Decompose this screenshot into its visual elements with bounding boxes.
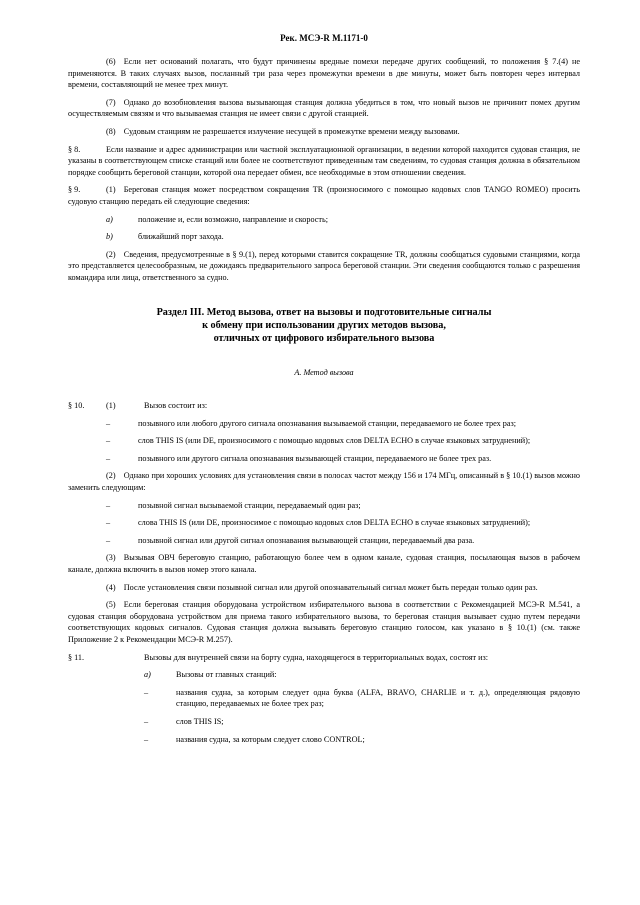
section-11: [68, 652, 580, 664]
section-3-heading-line3: отличных от цифрового избирательного вызова: [213, 332, 435, 344]
list-item: [68, 687, 580, 710]
section-3-heading: [68, 306, 580, 345]
list-item-text: слова THIS IS (или DE, произносимое с помощью кодовых слов DELTA ECHO в случае языковых затруднений);: [138, 518, 531, 528]
dash-marker: –: [144, 687, 149, 697]
section-10-paragraph-5: (5) Если береговая станция оборудована устройством избирательного вызова в соответствии с Рекомендацией МСЭ-R M.541, а судовая станция оборудована устройством для приема такого избирательного вызова, то береговая станция вызывает судно путем передачи соответствующих кодовых сигналов. Судовая станция должна вызывать береговую станцию голосом, как указано в § 10.(1) (см. также Приложение 2 к Рекомендации МСЭ-R M.257).: [68, 600, 580, 644]
list-item-text: позывной сигнал или другой сигнал опознавания вызывающей станции, передаваемый два раза.: [138, 535, 475, 545]
subsection-heading: A. Метод вызова: [294, 367, 354, 377]
section-9-paragraph-2: (2) Сведения, предусмотренные в § 9.(1), перед которыми ставится сокращение TR, должны сообщаться судовыми станциями, когда это представляется целесообразным, не дожидаясь предварительного запроса береговой станции. Эти сведения сообщаются только с разрешения командира или лица, ответственного за судно.: [68, 249, 580, 282]
list-item: [68, 435, 580, 447]
section-11-item-a: [68, 669, 580, 681]
section-10-paragraph-3: (3) Вызывая ОВЧ береговую станцию, работающую более чем в одном канале, судовая станция, посылающая вызов в рабочем канале, должна включить в вызов номер этого канала.: [68, 553, 580, 575]
list-item-text: позывного или любого другого сигнала опознавания вызываемой станции, передаваемого не более трех раз;: [138, 418, 517, 428]
item-marker: a): [106, 214, 113, 224]
dash-marker: –: [106, 518, 111, 528]
list-item-text: названия судна, за которым следует слово CONTROL;: [176, 734, 365, 744]
item-text: ближайший порт захода.: [138, 232, 224, 242]
item-marker: a): [144, 670, 151, 680]
document-body: [68, 56, 580, 751]
item-text: положение и, если возможно, направление и скорость;: [138, 214, 329, 224]
list-item: [68, 517, 580, 529]
section-11-text: Вызовы для внутренней связи на борту судна, находящегося в территориальных водах, состоят из:: [144, 652, 489, 662]
dash-marker: –: [106, 436, 111, 446]
list-item-text: позывной сигнал вызываемой станции, передаваемый один раз;: [138, 500, 361, 510]
section-9-item-a: [68, 214, 580, 226]
section-10-intro: [68, 400, 580, 412]
paragraph-7: (7) Однако до возобновления вызова вызывающая станция должна убедиться в том, что новый вызов не причинит помех другим осуществляемым связям и что вызываемая станция не имеет связи с другой станцией.: [68, 97, 580, 119]
list-item: [68, 500, 580, 512]
section-8-label: § 8.: [68, 144, 81, 154]
list-item: [68, 453, 580, 465]
list-item-text: позывного или другого сигнала опознавания вызывающей станции, передаваемого не более трех раз.: [138, 453, 492, 463]
section-3-heading-line2: к обмену при использовании других методов вызова,: [202, 319, 446, 331]
page-header: Рек. МСЭ-R M.1171-0: [280, 33, 368, 43]
dash-marker: –: [106, 500, 111, 510]
section-9-text: (1) Береговая станция может посредством сокращения TR (произносимого с помощью кодовых слов TANGO ROMEO) просить судовую станцию передать ей следующие сведения:: [68, 185, 580, 206]
dash-marker: –: [106, 453, 111, 463]
list-item: [68, 535, 580, 547]
list-item: [68, 734, 580, 746]
item-text: Вызовы от главных станций:: [176, 670, 277, 680]
section-8: [68, 144, 580, 179]
section-10-paragraph-4: (4) После установления связи позывной сигнал или другой опознавательный сигнал может быть передан только один раз.: [106, 582, 538, 592]
list-item: [68, 716, 580, 728]
paragraph-8: (8) Судовым станциям не разрешается излучение несущей в промежутке времени между вызовами.: [106, 126, 460, 136]
item-marker: b): [106, 232, 113, 242]
section-10-paragraph-2: (2) Однако при хороших условиях для установления связи в полосах частот между 156 и 174 МГц, описанный в § 10.(1) вызов можно заменить следующим:: [68, 471, 580, 493]
list-item-text: слов THIS IS (или DE, произносимого с помощью кодовых слов DELTA ECHO в случае языковых затруднений);: [138, 436, 531, 446]
list-item: [68, 418, 580, 430]
section-8-text: Если название и адрес администрации или частной эксплуатационной организации, в ведении которой находится судовая станция, не указаны в соответствующем списке станций или более не соответствуют приведенным там сведениям, то судовая станция должна в обязательном порядке сообщить береговой станции, которой она передает обмен, все необходимые в этом отношении сведения.: [68, 144, 580, 177]
section-10-number: (1): [106, 401, 116, 411]
section-9-item-b: [68, 231, 580, 243]
list-item-text: названия судна, за которым следует одна буква (ALFA, BRAVO, CHARLIE и т. д.), определяющая рядовую станцию, передаваемых не более трех раз;: [176, 687, 580, 709]
section-10-intro-text: Вызов состоит из:: [144, 401, 208, 411]
dash-marker: –: [144, 716, 149, 726]
paragraph-6: (6) Если нет оснований полагать, что будут причинены вредные помехи передаче других сообщений, то положения § 7.(4) не применяются. В таких случаях вызов, посланный три раза через промежутки времени в две минуты, может быть повторен через интервал времени, составляющий не менее трех минут.: [68, 57, 580, 90]
section-10-label: § 10.: [68, 401, 85, 411]
section-3-heading-line1: Раздел III. Метод вызова, ответ на вызовы и подготовительные сигналы: [156, 306, 492, 318]
dash-marker: –: [106, 535, 111, 545]
section-9: [68, 184, 580, 207]
section-9-label: § 9.: [68, 185, 81, 195]
section-11-label: § 11.: [68, 652, 85, 662]
dash-marker: –: [144, 734, 149, 744]
list-item-text: слов THIS IS;: [176, 716, 224, 726]
dash-marker: –: [106, 418, 111, 428]
